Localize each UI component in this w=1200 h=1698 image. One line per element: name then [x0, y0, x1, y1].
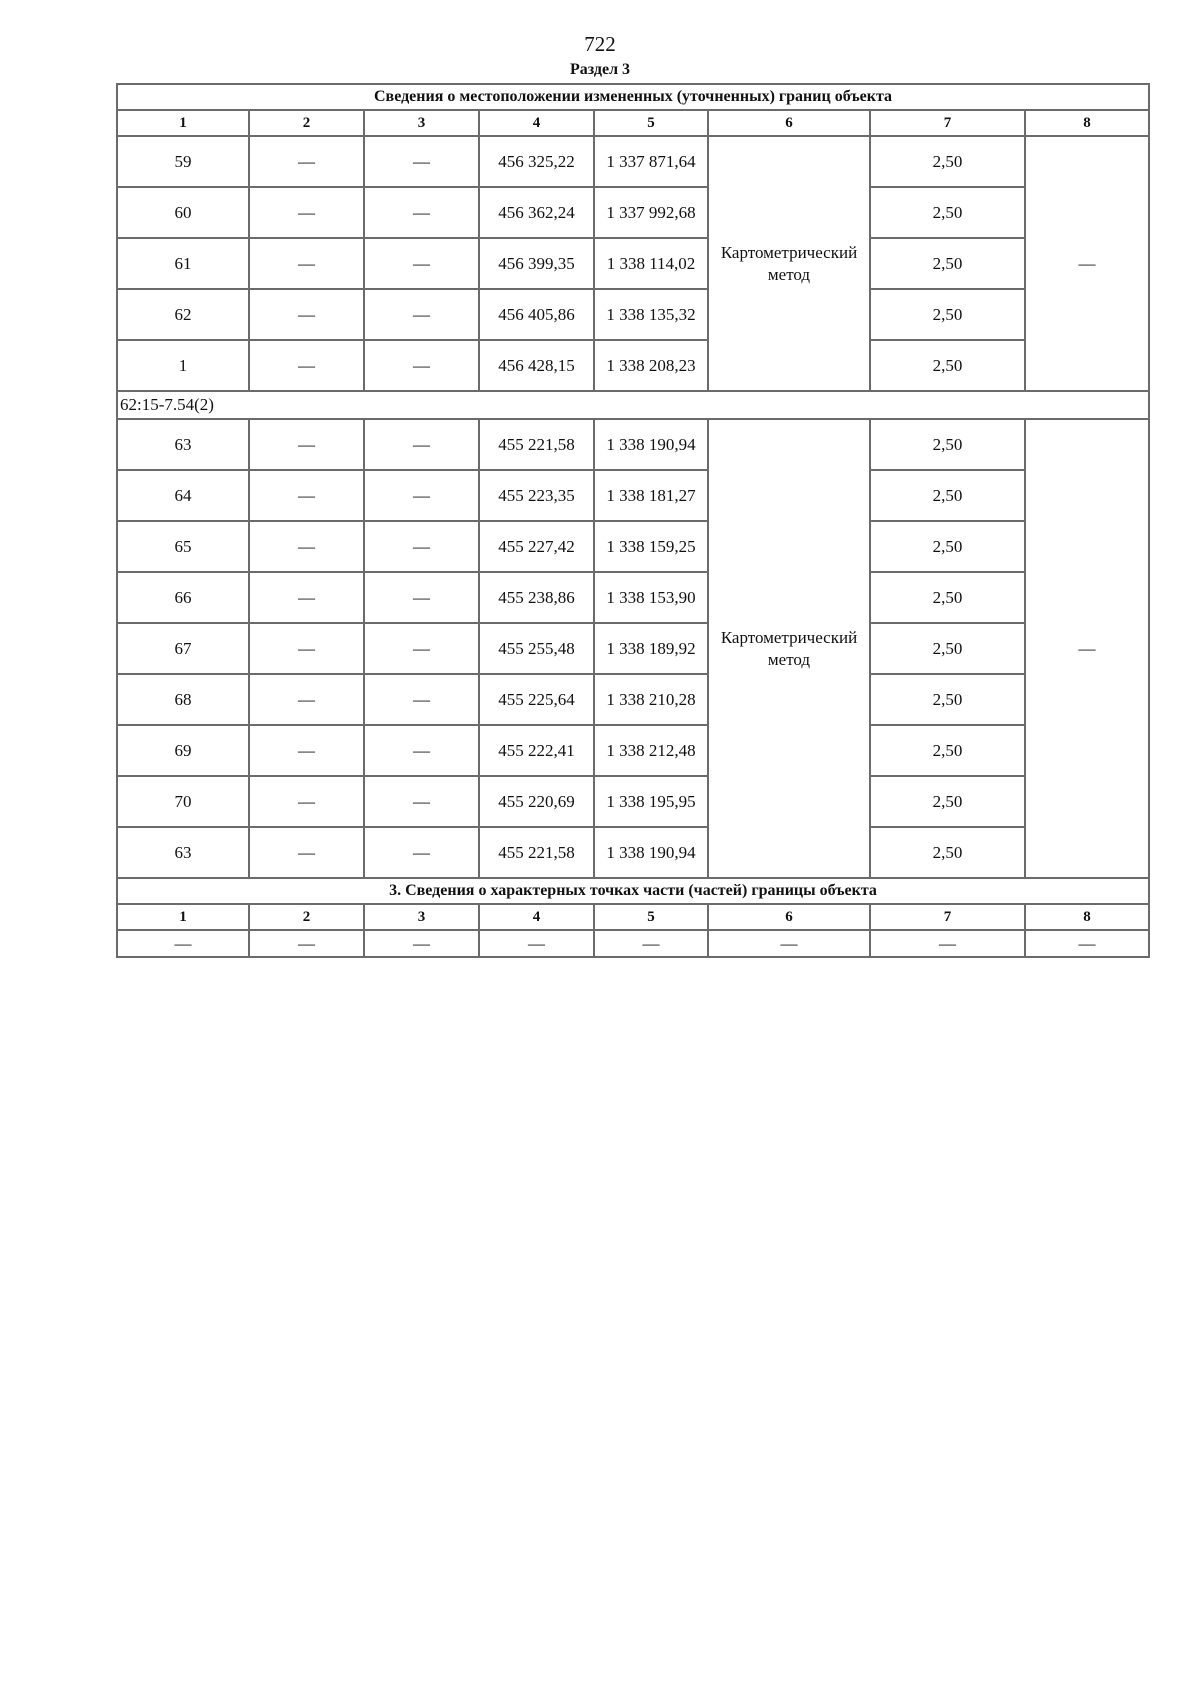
table-row — [117, 674, 1149, 725]
point-number-cell: 69 — [117, 725, 249, 776]
point-number-cell: 61 — [117, 238, 249, 289]
column-header: 5 — [594, 110, 708, 136]
table-row — [117, 827, 1149, 878]
column-header-row — [117, 110, 1149, 136]
point-number-cell: 70 — [117, 776, 249, 827]
col2-cell: — — [249, 419, 364, 470]
column-header: 6 — [708, 110, 870, 136]
point-number-cell: 63 — [117, 419, 249, 470]
y-coordinate-cell: 1 338 181,27 — [594, 470, 708, 521]
x-coordinate-cell: 455 255,48 — [479, 623, 594, 674]
section3-cell: — — [708, 930, 870, 957]
x-coordinate-cell: 455 227,42 — [479, 521, 594, 572]
point-number-cell: 1 — [117, 340, 249, 391]
col2-cell: — — [249, 470, 364, 521]
column-header: 2 — [249, 904, 364, 930]
column-header: 4 — [479, 904, 594, 930]
accuracy-cell: 2,50 — [870, 521, 1025, 572]
col2-cell: — — [249, 725, 364, 776]
accuracy-cell: 2,50 — [870, 674, 1025, 725]
table-row — [117, 725, 1149, 776]
y-coordinate-cell: 1 338 208,23 — [594, 340, 708, 391]
accuracy-cell: 2,50 — [870, 238, 1025, 289]
accuracy-cell: 2,50 — [870, 623, 1025, 674]
column-header: 8 — [1025, 110, 1149, 136]
boundary-table — [116, 83, 1150, 958]
accuracy-cell: 2,50 — [870, 827, 1025, 878]
y-coordinate-cell: 1 338 190,94 — [594, 827, 708, 878]
col3-cell: — — [364, 674, 479, 725]
col2-cell: — — [249, 340, 364, 391]
column-header: 5 — [594, 904, 708, 930]
col2-cell: — — [249, 238, 364, 289]
x-coordinate-cell: 456 405,86 — [479, 289, 594, 340]
y-coordinate-cell: 1 338 195,95 — [594, 776, 708, 827]
section3-title: 3. Сведения о характерных точках части (частей) границы объекта — [117, 878, 1149, 904]
col3-cell: — — [364, 340, 479, 391]
y-coordinate-cell: 1 338 135,32 — [594, 289, 708, 340]
section3-cell: — — [870, 930, 1025, 957]
column-header: 3 — [364, 110, 479, 136]
col3-cell: — — [364, 725, 479, 776]
section3-row — [117, 930, 1149, 957]
column-header: 2 — [249, 110, 364, 136]
y-coordinate-cell: 1 337 871,64 — [594, 136, 708, 187]
accuracy-cell: 2,50 — [870, 289, 1025, 340]
table-row — [117, 238, 1149, 289]
col3-cell: — — [364, 827, 479, 878]
section3-cell: — — [117, 930, 249, 957]
x-coordinate-cell: 456 399,35 — [479, 238, 594, 289]
col3-cell: — — [364, 289, 479, 340]
table-row — [117, 776, 1149, 827]
col3-cell: — — [364, 470, 479, 521]
col2-cell: — — [249, 187, 364, 238]
col2-cell: — — [249, 623, 364, 674]
y-coordinate-cell: 1 338 210,28 — [594, 674, 708, 725]
accuracy-cell: 2,50 — [870, 470, 1025, 521]
table-row — [117, 470, 1149, 521]
y-coordinate-cell: 1 338 190,94 — [594, 419, 708, 470]
accuracy-cell: 2,50 — [870, 419, 1025, 470]
section3-title-row — [117, 878, 1149, 904]
table-title: Сведения о местоположении измененных (уточненных) границ объекта — [117, 84, 1149, 110]
column-header: 7 — [870, 904, 1025, 930]
x-coordinate-cell: 455 220,69 — [479, 776, 594, 827]
point-number-cell: 68 — [117, 674, 249, 725]
y-coordinate-cell: 1 338 114,02 — [594, 238, 708, 289]
column-header: 4 — [479, 110, 594, 136]
accuracy-cell: 2,50 — [870, 572, 1025, 623]
x-coordinate-cell: 455 225,64 — [479, 674, 594, 725]
point-number-cell: 59 — [117, 136, 249, 187]
x-coordinate-cell: 456 325,22 — [479, 136, 594, 187]
accuracy-cell: 2,50 — [870, 136, 1025, 187]
col3-cell: — — [364, 136, 479, 187]
section-title: Раздел 3 — [569, 61, 631, 78]
point-number-cell: 63 — [117, 827, 249, 878]
col3-cell: — — [364, 623, 479, 674]
col3-cell: — — [364, 187, 479, 238]
table-row — [117, 340, 1149, 391]
column-header: 6 — [708, 904, 870, 930]
table-row — [117, 419, 1149, 470]
col3-cell: — — [364, 572, 479, 623]
point-number-cell: 62 — [117, 289, 249, 340]
column-header: 1 — [117, 904, 249, 930]
col3-cell: — — [364, 521, 479, 572]
y-coordinate-cell: 1 338 153,90 — [594, 572, 708, 623]
method-cell: Картометрический метод — [708, 136, 870, 391]
x-coordinate-cell: 455 223,35 — [479, 470, 594, 521]
y-coordinate-cell: 1 338 212,48 — [594, 725, 708, 776]
y-coordinate-cell: 1 338 189,92 — [594, 623, 708, 674]
x-coordinate-cell: 455 222,41 — [479, 725, 594, 776]
accuracy-cell: 2,50 — [870, 725, 1025, 776]
col2-cell: — — [249, 827, 364, 878]
section3-cell: — — [249, 930, 364, 957]
group-label: 62:15-7.54(2) — [117, 391, 1149, 419]
column-header: 7 — [870, 110, 1025, 136]
x-coordinate-cell: 456 362,24 — [479, 187, 594, 238]
col3-cell: — — [364, 776, 479, 827]
method-cell: Картометрический метод — [708, 419, 870, 878]
table-row — [117, 623, 1149, 674]
col3-cell: — — [364, 419, 479, 470]
accuracy-cell: 2,50 — [870, 187, 1025, 238]
col2-cell: — — [249, 572, 364, 623]
col8-cell: — — [1025, 419, 1149, 878]
column-header: 1 — [117, 110, 249, 136]
table-row — [117, 187, 1149, 238]
x-coordinate-cell: 455 238,86 — [479, 572, 594, 623]
point-number-cell: 66 — [117, 572, 249, 623]
point-number-cell: 67 — [117, 623, 249, 674]
page-number: 722 — [584, 32, 616, 56]
col2-cell: — — [249, 521, 364, 572]
section3-cell: — — [1025, 930, 1149, 957]
column-header: 3 — [364, 904, 479, 930]
x-coordinate-cell: 455 221,58 — [479, 419, 594, 470]
accuracy-cell: 2,50 — [870, 340, 1025, 391]
point-number-cell: 65 — [117, 521, 249, 572]
table-row — [117, 521, 1149, 572]
table-row — [117, 136, 1149, 187]
point-number-cell: 64 — [117, 470, 249, 521]
point-number-cell: 60 — [117, 187, 249, 238]
column-header: 8 — [1025, 904, 1149, 930]
col8-cell: — — [1025, 136, 1149, 391]
col2-cell: — — [249, 776, 364, 827]
col3-cell: — — [364, 238, 479, 289]
y-coordinate-cell: 1 338 159,25 — [594, 521, 708, 572]
col2-cell: — — [249, 289, 364, 340]
col2-cell: — — [249, 674, 364, 725]
group-label-row — [117, 391, 1149, 419]
section3-header-row — [117, 904, 1149, 930]
section3-cell: — — [594, 930, 708, 957]
table-row — [117, 289, 1149, 340]
x-coordinate-cell: 455 221,58 — [479, 827, 594, 878]
table-row — [117, 572, 1149, 623]
section3-cell: — — [364, 930, 479, 957]
x-coordinate-cell: 456 428,15 — [479, 340, 594, 391]
y-coordinate-cell: 1 337 992,68 — [594, 187, 708, 238]
accuracy-cell: 2,50 — [870, 776, 1025, 827]
col2-cell: — — [249, 136, 364, 187]
section3-cell: — — [479, 930, 594, 957]
